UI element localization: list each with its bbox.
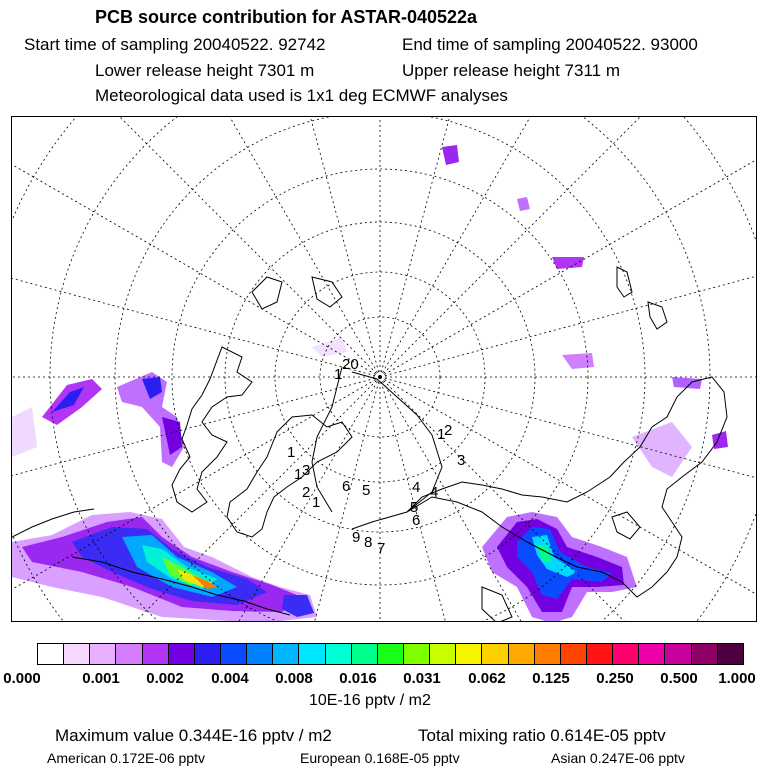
meteo-data-label: Meteorological data used is 1x1 deg ECMWF analyses bbox=[95, 86, 508, 105]
trajectory-label: 7 bbox=[377, 540, 386, 557]
colorbar-swatch bbox=[691, 644, 717, 664]
lower-height-label: Lower release height 7301 m bbox=[95, 61, 315, 80]
american-label: American 0.172E-06 pptv bbox=[47, 750, 205, 766]
plot-title: PCB source contribution for ASTAR-040522a bbox=[95, 7, 478, 27]
colorbar-tick: 0.004 bbox=[211, 670, 249, 687]
colorbar-tick: 0.062 bbox=[468, 670, 506, 687]
trajectory-label: 1 bbox=[312, 494, 321, 511]
colorbar-tick: 0.002 bbox=[146, 670, 184, 687]
colorbar-swatch bbox=[403, 644, 429, 664]
trajectory-label: 1 bbox=[294, 466, 303, 483]
trajectory-label: 5 bbox=[362, 482, 371, 499]
colorbar-tick: 1.000 bbox=[718, 670, 756, 687]
colorbar-swatch bbox=[377, 644, 403, 664]
colorbar-tick: 0.250 bbox=[596, 670, 634, 687]
trajectory-label: 4 bbox=[430, 484, 439, 501]
colorbar-swatch bbox=[168, 644, 194, 664]
colorbar-swatch bbox=[194, 644, 220, 664]
colorbar-swatch bbox=[717, 644, 743, 664]
total-mixing-label: Total mixing ratio 0.614E-05 pptv bbox=[418, 726, 666, 745]
colorbar-tick: 0.031 bbox=[403, 670, 441, 687]
colorbar-tick: 0.008 bbox=[275, 670, 313, 687]
map-canvas bbox=[12, 117, 757, 622]
trajectory-label: 1 bbox=[334, 366, 343, 383]
colorbar-swatch bbox=[612, 644, 638, 664]
colorbar-swatch bbox=[429, 644, 455, 664]
trajectory-label: 4 bbox=[412, 479, 421, 496]
polar-map bbox=[11, 116, 757, 622]
end-time-label: End time of sampling 20040522. 93000 bbox=[402, 35, 698, 54]
colorbar-swatch bbox=[508, 644, 534, 664]
colorbar-tick: 0.016 bbox=[339, 670, 377, 687]
colorbar-swatch bbox=[89, 644, 115, 664]
trajectory-label: 6 bbox=[412, 512, 421, 529]
colorbar bbox=[37, 643, 744, 665]
colorbar-swatch bbox=[638, 644, 664, 664]
trajectory-label: 20 bbox=[342, 356, 359, 373]
trajectory-label: 1 bbox=[287, 444, 296, 461]
colorbar-swatch bbox=[351, 644, 377, 664]
trajectory-label: 6 bbox=[342, 478, 351, 495]
trajectory-label: 1 bbox=[437, 426, 446, 443]
trajectory-label: 2 bbox=[444, 422, 453, 439]
colorbar-swatch bbox=[142, 644, 168, 664]
colorbar-swatch bbox=[455, 644, 481, 664]
trajectory-label: 3 bbox=[457, 452, 466, 469]
upper-height-label: Upper release height 7311 m bbox=[402, 61, 620, 80]
start-time-label: Start time of sampling 20040522. 92742 bbox=[24, 35, 326, 54]
colorbar-swatch bbox=[481, 644, 507, 664]
colorbar-units: 10E-16 pptv / m2 bbox=[309, 692, 431, 709]
colorbar-tick: 0.000 bbox=[3, 670, 41, 687]
colorbar-swatch bbox=[272, 644, 298, 664]
trajectory-label: 3 bbox=[302, 462, 311, 479]
trajectory-label: 9 bbox=[352, 529, 361, 546]
colorbar-swatch bbox=[298, 644, 324, 664]
trajectory-label: 5 bbox=[410, 499, 419, 516]
asian-label: Asian 0.247E-06 pptv bbox=[551, 750, 685, 766]
colorbar-swatch bbox=[246, 644, 272, 664]
colorbar-swatch bbox=[38, 644, 63, 664]
colorbar-swatch bbox=[586, 644, 612, 664]
colorbar-swatch bbox=[534, 644, 560, 664]
max-value-label: Maximum value 0.344E-16 pptv / m2 bbox=[55, 726, 332, 745]
colorbar-swatch bbox=[63, 644, 89, 664]
trajectory-label: 2 bbox=[302, 484, 311, 501]
european-label: European 0.168E-05 pptv bbox=[300, 750, 460, 766]
colorbar-swatch bbox=[560, 644, 586, 664]
colorbar-swatch bbox=[220, 644, 246, 664]
colorbar-swatch bbox=[325, 644, 351, 664]
colorbar-swatch bbox=[115, 644, 141, 664]
colorbar-tick: 0.125 bbox=[532, 670, 570, 687]
colorbar-tick: 0.001 bbox=[82, 670, 120, 687]
colorbar-tick: 0.500 bbox=[660, 670, 698, 687]
colorbar-swatch bbox=[664, 644, 690, 664]
trajectory-label: 8 bbox=[364, 534, 373, 551]
